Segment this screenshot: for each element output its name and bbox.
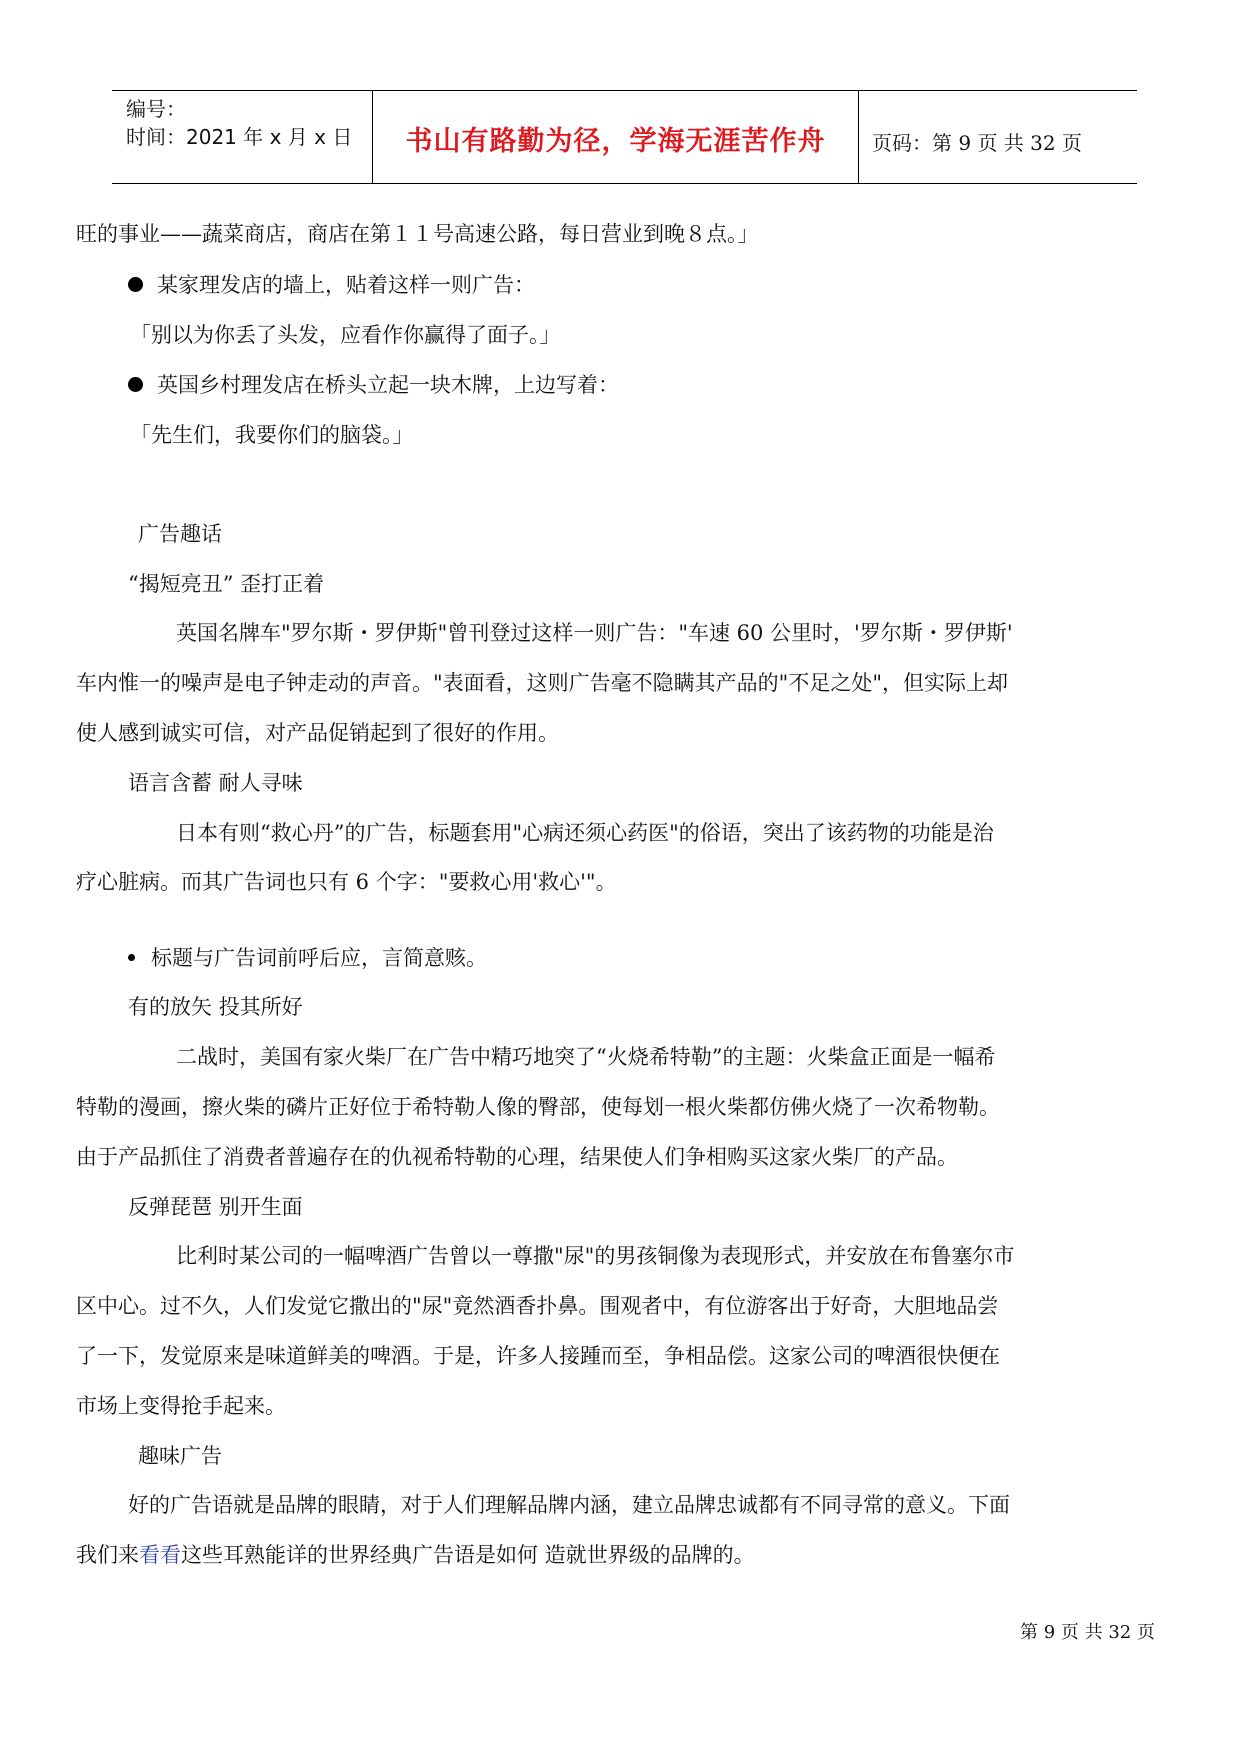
paragraph-line: 由于产品抓住了消费者普遍存在的仇视希特勒的心理，结果使人们争相购买这家火柴厂的产品。 <box>76 1145 958 1169</box>
quote-line: 「先生们，我要你们的脑袋。」 <box>130 423 414 447</box>
page-footer: 第 9 页 共 32 页 <box>1020 1622 1155 1643</box>
quote-line: 「别以为你丢了头发，应看作你赢得了面子。」 <box>130 323 561 347</box>
header-motto: 书山有路勤为径，学海无涯苦作舟 <box>405 126 826 157</box>
header-motto-cell <box>372 91 859 183</box>
see-link[interactable]: 看看 <box>139 1543 181 1567</box>
paragraph-line: 英国名牌车"罗尔斯・罗伊斯"曾刊登过这样一则广告："车速 60 公里时，'罗尔斯・罗伊斯' <box>176 621 1013 645</box>
header-page-info: 页码：第 9 页 共 32 页 <box>872 131 1082 155</box>
paragraph-line: 旺的事业——蔬菜商店，商店在第１１号高速公路，每日营业到晚８点。」 <box>76 222 759 246</box>
subheading: 有的放矢 投其所好 <box>128 995 303 1019</box>
subheading: “揭短亮丑” 歪打正着 <box>128 572 325 596</box>
header-meta <box>126 91 384 183</box>
bullet-text: 某家理发店的墙上，贴着这样一则广告： <box>157 273 535 297</box>
paragraph-line <box>76 1542 755 1568</box>
paragraph-line: 区中心。过不久，人们发觉它撒出的"尿"竟然酒香扑鼻。围观者中，有位游客出于好奇，大胆地品尝 <box>76 1294 999 1318</box>
bullet-item <box>128 372 619 398</box>
paragraph-line: 车内惟一的噪声是电子钟走动的声音。"表面看，这则广告毫不隐瞒其产品的"不足之处"，但实际上却 <box>76 671 1008 695</box>
bullet-icon <box>128 377 143 392</box>
paragraph-line: 二战时，美国有家火柴厂在广告中精巧地突了“火烧希特勒”的主题：火柴盒正面是一幅希 <box>176 1045 996 1069</box>
document-number-label: 编号： <box>126 97 186 121</box>
section-heading: 趣味广告 <box>138 1444 222 1468</box>
bullet-icon <box>128 277 143 292</box>
paragraph-line: 好的广告语就是品牌的眼睛，对于人们理解品牌内涵，建立品牌忠诚都有不同寻常的意义。下面 <box>128 1493 1010 1517</box>
paragraph-line: 市场上变得抢手起来。 <box>76 1394 286 1418</box>
subheading: 反弹琵琶 别开生面 <box>128 1195 303 1219</box>
paragraph-line: 使人感到诚实可信，对产品促销起到了很好的作用。 <box>76 721 559 745</box>
document-time-label: 时间：2021 年 x 月 x 日 <box>126 125 353 149</box>
bullet-item <box>128 945 487 971</box>
bullet-text: 英国乡村理发店在桥头立起一块木牌，上边写着： <box>157 373 619 397</box>
section-heading: 广告趣话 <box>138 522 222 546</box>
bullet-text: 标题与广告词前呼后应，言简意赅。 <box>151 946 487 970</box>
subheading: 语言含蓄 耐人寻味 <box>128 771 303 795</box>
paragraph-line: 特勒的漫画，擦火柴的磷片正好位于希特勒人像的臀部，使每划一根火柴都仿佛火烧了一次希物勒。 <box>76 1095 1000 1119</box>
paragraph-line: 疗心脏病。而其广告词也只有 6 个字："要救心用'救心'"。 <box>76 870 617 894</box>
paragraph-line: 了一下，发觉原来是味道鲜美的啤酒。于是，许多人接踵而至，争相品偿。这家公司的啤酒很快便在 <box>76 1344 1000 1368</box>
bullet-item <box>128 272 535 298</box>
bullet-icon <box>128 954 135 961</box>
text-span: 我们来 <box>76 1543 139 1567</box>
paragraph-line: 比利时某公司的一幅啤酒广告曾以一尊撒"尿"的男孩铜像为表现形式，并安放在布鲁塞尔市 <box>176 1244 1015 1268</box>
page-header <box>112 90 1137 184</box>
text-span: 这些耳熟能详的世界经典广告语是如何 造就世界级的品牌的。 <box>181 1543 755 1567</box>
paragraph-line: 日本有则“救心丹”的广告，标题套用"心病还须心药医"的俗语，突出了该药物的功能是治 <box>176 821 994 845</box>
